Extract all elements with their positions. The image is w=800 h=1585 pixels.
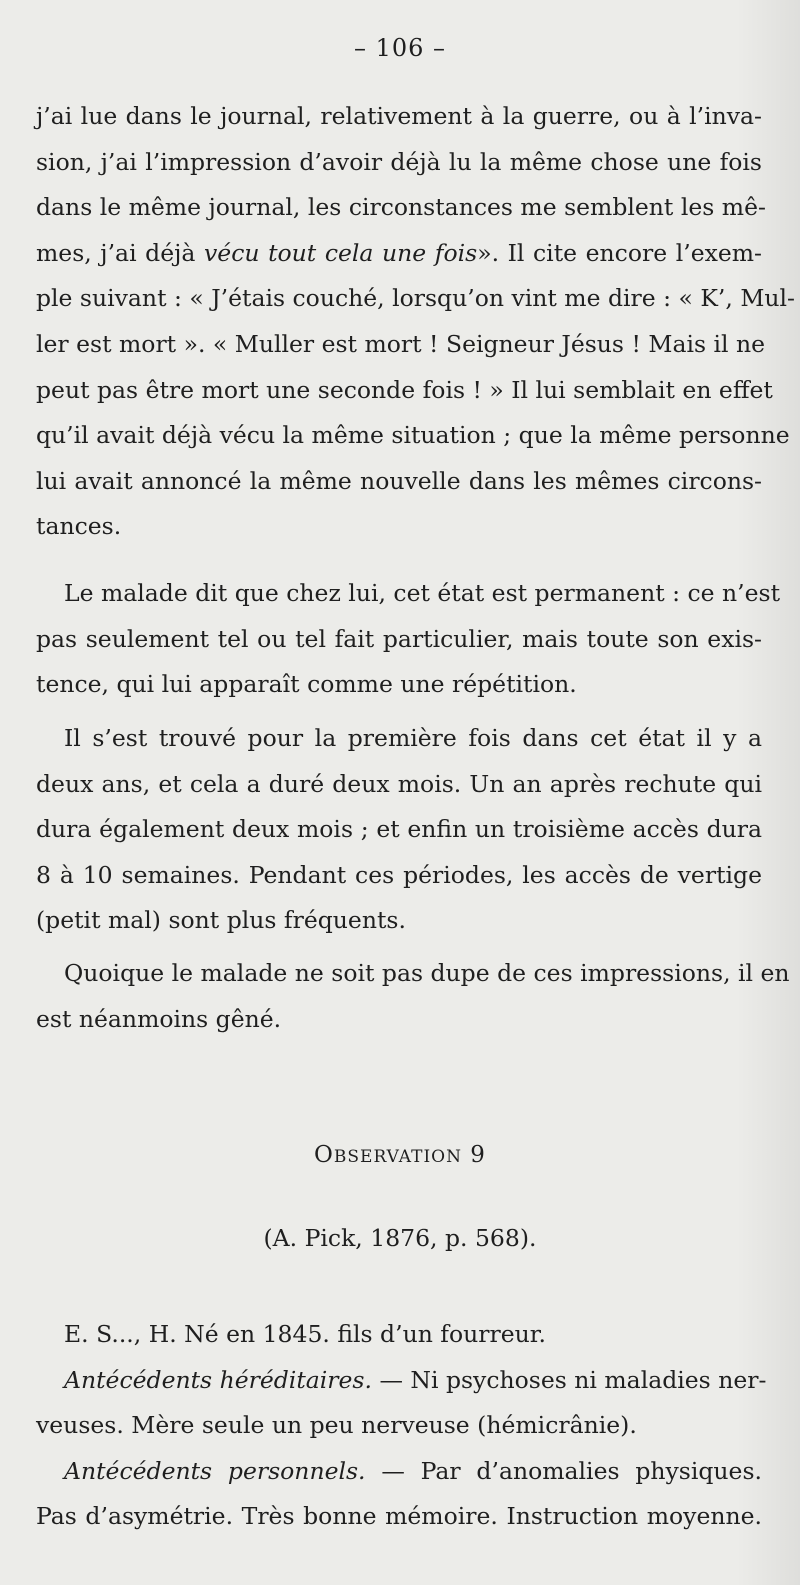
text-segment: ». Il cite encore l’exem-: [477, 238, 762, 267]
text-line: dans le même journal, les circonstances me semblent les mê-: [36, 193, 766, 222]
text-line: deux ans, et cela a duré deux mois. Un an après rechute qui: [36, 769, 762, 798]
title-number: 9: [462, 1142, 486, 1168]
text-line: pas seulement tel ou tel fait particulier, mais toute son exis-: [36, 624, 762, 653]
text-line: j’ai lue dans le journal, relativement à la guerre, ou à l’inva-: [36, 102, 762, 130]
case-description: [36, 1312, 767, 1540]
paragraph-4: [36, 951, 790, 1042]
observation-title: [0, 1142, 800, 1168]
text-line: lui avait annoncé la même nouvelle dans les mêmes circons-: [36, 466, 762, 495]
text-line: 8 à 10 semaines. Pendant ces périodes, les accès de vertige: [36, 860, 762, 889]
text-line: (petit mal) sont plus fréquents.: [36, 906, 406, 935]
personal-label: Antécédents personnels.: [64, 1456, 366, 1485]
page-number: – 106 –: [353, 34, 447, 62]
text-line: est néanmoins gêné.: [36, 1004, 282, 1033]
text-line: [36, 1358, 767, 1404]
title-small-caps: BSERVATION: [333, 1147, 462, 1167]
italic-quote: vécu tout cela une fois: [204, 238, 478, 267]
title-initial: O: [314, 1142, 334, 1168]
paragraph-2: [36, 571, 781, 708]
text-line: sion, j’ai l’impression d’avoir déjà lu la même chose une fois: [36, 147, 762, 176]
text-line: peut pas être mort une seconde fois ! » Il lui semblait en effet: [36, 375, 773, 404]
text-line: ler est mort ». « Muller est mort ! Seigneur Jésus ! Mais il ne: [36, 329, 766, 358]
text-line: E. S..., H. Né en 1845. fils d’un fourreur.: [64, 1320, 546, 1348]
text-line: [36, 231, 762, 277]
text-line: [36, 1449, 762, 1495]
paragraph-1: [36, 94, 795, 550]
text-line: dura également deux mois ; et enfin un troisième accès dura: [36, 815, 762, 844]
text-segment: — Ni psychoses ni maladies ner-: [371, 1365, 767, 1394]
text-line: ple suivant : « J’étais couché, lorsqu’on vint me dire : « K’, Mul-: [36, 284, 795, 313]
text-line: veuses. Mère seule un peu nerveuse (hémicrânie).: [36, 1411, 637, 1440]
text-segment: — Par d’anomalies physiques.: [365, 1456, 762, 1485]
text-line: tence, qui lui apparaît comme une répétition.: [36, 670, 577, 699]
text-line: Quoique le malade ne soit pas dupe de ces impressions, il en: [64, 959, 790, 987]
text-line: Il s’est trouvé pour la première fois dans cet état il y a: [64, 724, 762, 752]
text-line: Le malade dit que chez lui, cet état est permanent : ce n’est: [64, 579, 781, 607]
text-segment: mes, j’ai déjà: [36, 238, 205, 267]
text-line: tances.: [36, 512, 122, 541]
paragraph-3: [36, 716, 762, 944]
heredity-label: Antécédents héréditaires.: [64, 1365, 372, 1394]
observation-reference: (A. Pick, 1876, p. 568).: [263, 1224, 537, 1252]
text-line: qu’il avait déjà vécu la même situation ; que la même personne: [36, 421, 790, 450]
text-line: Pas d’asymétrie. Très bonne mémoire. Instruction moyenne.: [36, 1502, 762, 1531]
